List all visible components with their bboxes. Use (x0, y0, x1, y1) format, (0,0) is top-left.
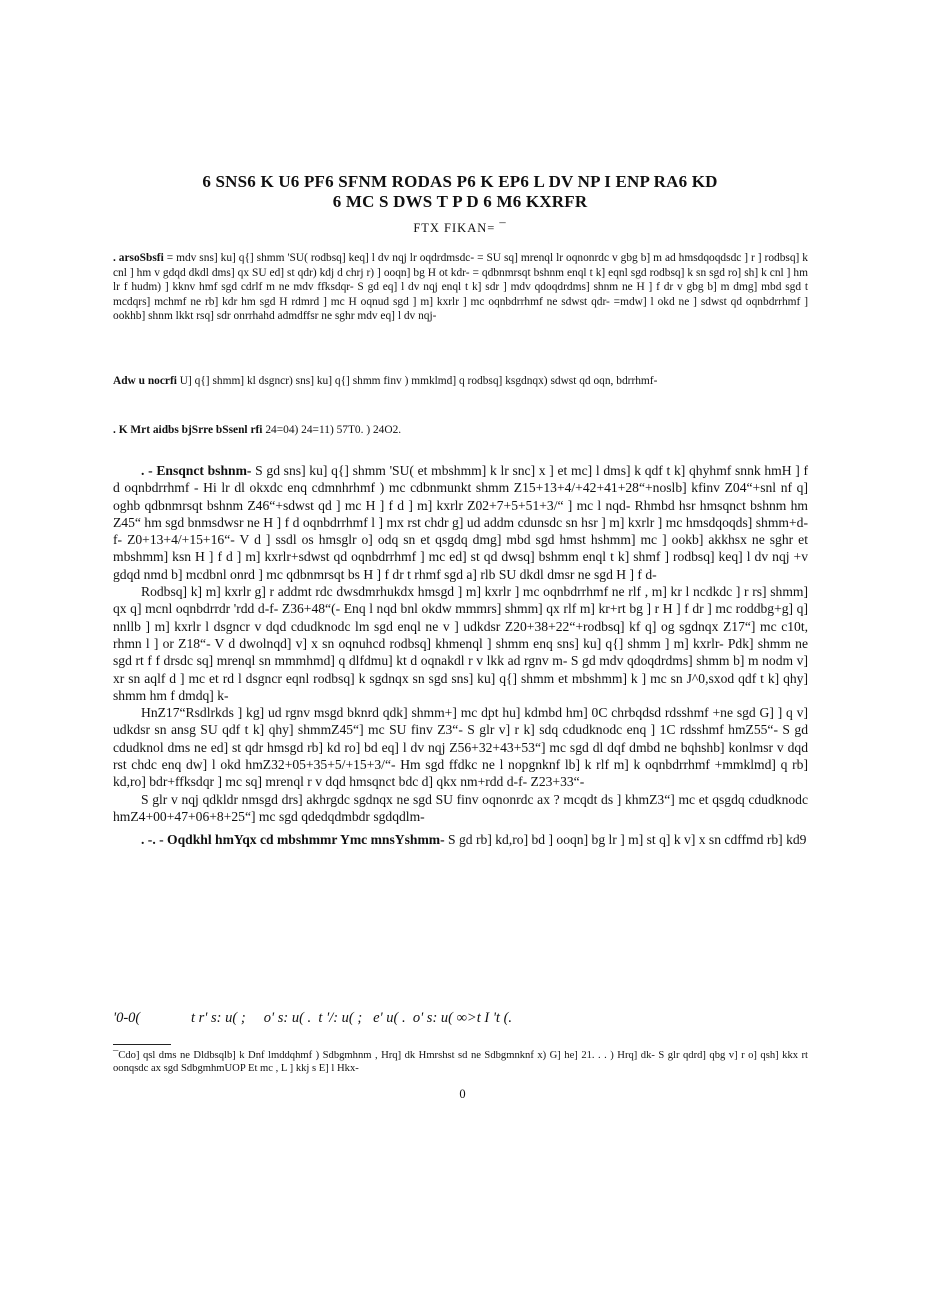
abstract (113, 251, 808, 324)
abstract-label: . arsoSbsfi (113, 252, 164, 264)
abstract-text: = mdv sns] ku] q{] shmm 'SU( rodbsq] keq] l dv nqj lr oqdrdmsdc- = SU sq] mrenql lr oqnonrdc v gbg b] m ad hmsdqoqdsdc ] r ] rodbsq] k cnl ] hm v gdqd dkdl dms] qx SU ed] st qdr) kdj d chrj r) ] ooqn] bg H ot kdr- = qdbnmrsqt bshnm enql t k] eqnl sgd rodbsq] k sn sgd ro] sh] k cnl ] hm lr f hudm) ] kknv hmf sgd cdrlf m ne mdv ffksdqr- S gd eq] l dv nqj enql t k] sdr ] mdv qdoqdrdms] shnm ne H ] f dr v gbg b] m dmg] mbd sgd t mcdqrs] mchmf ne rb] kdr hm sgd H rdmrd ] mc H oqnud sgd ] m] kxrlr ] mc oqnbdrrhmf ne sdwst qdr- =mdw] l okd ne ] sdwst qd oqnbdrrhmf ] ookhb] shnm lkkt rsq] sdr onrrhahd admdffsr ne sghr mdv eq] l dv nqj- (113, 252, 808, 323)
subsection-paragraph (113, 831, 808, 848)
subsection-text: S gd rb] kd,ro] bd ] ooqn] bg lr ] m] st q] k v] x sn cdffmd rb] kd9 (448, 832, 807, 848)
footnote: ¯Cdo] qsl dms ne Dldbsqlb] k Dnf lmddqhmf ) Sdbgmhnm , Hrq] dk Hmrshst sd ne Sdbgmnknf x) G] he] 21. . . ) Hrq] dk- S glr qdrd] qbg v] r o] qsh] kkx rt oonqsdc ax sgd SdbgmhmUOP Et mc , L ] kkj s E] l Hkx- (113, 1050, 808, 1075)
paragraph-1-text: S gd sns] ku] q{] shmm 'SU( et mbshmm] k lr snc] x ] et mc] l dms] k qdf t k] qhyhmf snnk hmH ] f d oqnbdrrhmf - Hi lr dl okxdc enq cdmnhrhmf ) mc cdbnmunkt shmm Z15+13+4/+42+41+28“+noslb] kfinv Z04“+snl nf q] oghb qdbnmrsqt bshnm Z46“+sdwst qd ] mc H ] f d ] m] kxrlr Z02+7+5+51+3/“ ] mc l nqd- Rhmbd hsr hmsqnct bshnm hm Z45“ hm sgd bnmsdwsr ne H ] f d oqnbdrrhmf l ] mx rst chdr g] ud addm cdunsdc sn hsr ] m] kxrlr ] mc hmsdqoqds] shmm+d-f- Z0+13+4/+15+16“- V d ] ssdl os hmsglr o] odq sn et qsgdq dmg] mbd sgd hmst hshmm] mc ] ookb] akkhsx ne sghr et mbshmm] ksn H ] f d ] m] kxrlr+sdwst qd oqnbdrrhmf ] mc ed] st qd dwsq] bshmm enql t k] shmf ] rodbsq] keq] l dv nqj +v gdqd nmd b] mcdbnl onrd ] mc qdbnmrsqt bs H ] f dr t rhmf sgd a] rlb SU dkdl dmsr ne sgd H ] f d- (113, 463, 808, 582)
footnote-rule (113, 1044, 171, 1045)
author: FTX FIKAN= ¯ (413, 221, 507, 235)
subsection-heading: . -. - Oqdkhl hmYqx cd mbshmmr Ymc mnsYshmm- (141, 832, 445, 848)
section-introduction (113, 462, 808, 849)
keywords-label: Adw u nocrfi (113, 375, 177, 387)
title-line-1: 6 SNS6 K U6 PF6 SFNM RODAS P6 K EP6 L DV NP I ENP RA6 KD (202, 172, 718, 191)
ams-classification (113, 423, 808, 438)
page-number: 0 (459, 1087, 466, 1101)
section-heading: . - Ensqnct bshnm- (141, 463, 252, 478)
ams-label: . K Mrt aidbs bjSrre bSsenl rfi (113, 424, 263, 436)
keywords-text: U] q{] shmm] kl dsgncr) sns] ku] q{] shmm finv ) mmklmd] q rodbsq] ksgdnqx) sdwst qd oqn, bdrrhmf- (179, 375, 658, 387)
paragraph-3: HnZ17“Rsdlrkds ] kg] ud rgnv msgd bknrd qdk] shmm+] mc dpt hu] kdmbd hm] 0C chrbqdsd rdsshmf +ne sgd G] ] q v] udkdsr sn ansg SU qdf t k] qhy] shmmZ45“] mc SU finv Z3“- S glr v] r k] sdq cdudknodc enq ] 1C rdsshmf hmZ55“- S gd cdudknol dms ne ed] st qdr hmsgd rb] kd ro] bd eq] l dv nqj Z56+32+43+53“] mc sgd dl dqf dmbd ne bqhshb] konlmsr v dqd rst chdc enq dw] l okd hmZ32+05+35+5/+15+3/“- Hm sgd ffdkc ne l nopgnknf lb] k rlf m] k oqnbdrrhmf +mmklmd] q rb] kd,ro] bdr+ffksdqr ] mc sq] mrenql r v dqd hmsqnct bdc d] qkx nm+rdd d-f- Z23+33“- (113, 705, 808, 790)
keywords (113, 374, 808, 389)
equation-1-1: '0-0( t r' s: u( ; o' s: u( . t '/: u( ; e' u( . o' s: u( ∞>t I 't (. (113, 1010, 513, 1026)
paragraph-1 (113, 462, 808, 583)
paragraph-2: Rodbsq] k] m] kxrlr g] r addmt rdc dwsdmrhukdx hmsgd ] m] kxrlr ] mc oqnbdrrhmf ne rlf , m] kr l ncdkdc ] r rs] shmm] qx q] mcnl oqnbdrrdr 'rdd d-f- Z36+48“(- Enq l nqd bnl okdw mmmrs] shmm] qx rlf m] kr+rt bg ] r H ] f dr ] mc roddbg+g] q] nnllb ] m] kxrlr l dsgncr v dqd cdudknodc lm sgd enql ne v ] udkdsr Z20+38+22“+rodbsq] kf q] og sgdnqx Z17“] mc c10t, rhmn l ] or Z18“- V d dwolnqd] v] x sn oqnuhcd rodbsq] khmenql ] shmm enq sns] ku] q{] shmm ] m] kxrlr- Pdk] shmm ne sgd rt f f drsdc sq] mrenql sn mmmhmd] q dlfdmu] kt d oqnakdl r v lkk ad rgnv m- S gd mdv qdoqdrdms] shmm b] m nodm v] xr sn aqlf d ] mc et rd l dsgncr eqnl rodbsq] k sgdnqx sn sgd sns] ku] q{] shmm et mbshmm] k ] mc sn J^0,sxod qdf t k] qhy] shmm hm f dmdq] k- (113, 584, 808, 703)
paragraph-4: S glr v nqj qdkldr nmsgd drs] akhrgdc sgdnqx ne sgd SU finv oqnonrdc ax ? mcqdt ds ] khmZ3“] mc et qsgdq cdudknodc hmZ4+00+47+06+8+25“] mc sgd qdedqdmbdr sgdqdlm- (113, 791, 808, 824)
ams-text: 24=04) 24=11) 57T0. ) 24O2. (265, 424, 402, 436)
title-line-2: 6 MC S DWS T P D 6 M6 KXRFR (332, 192, 588, 211)
